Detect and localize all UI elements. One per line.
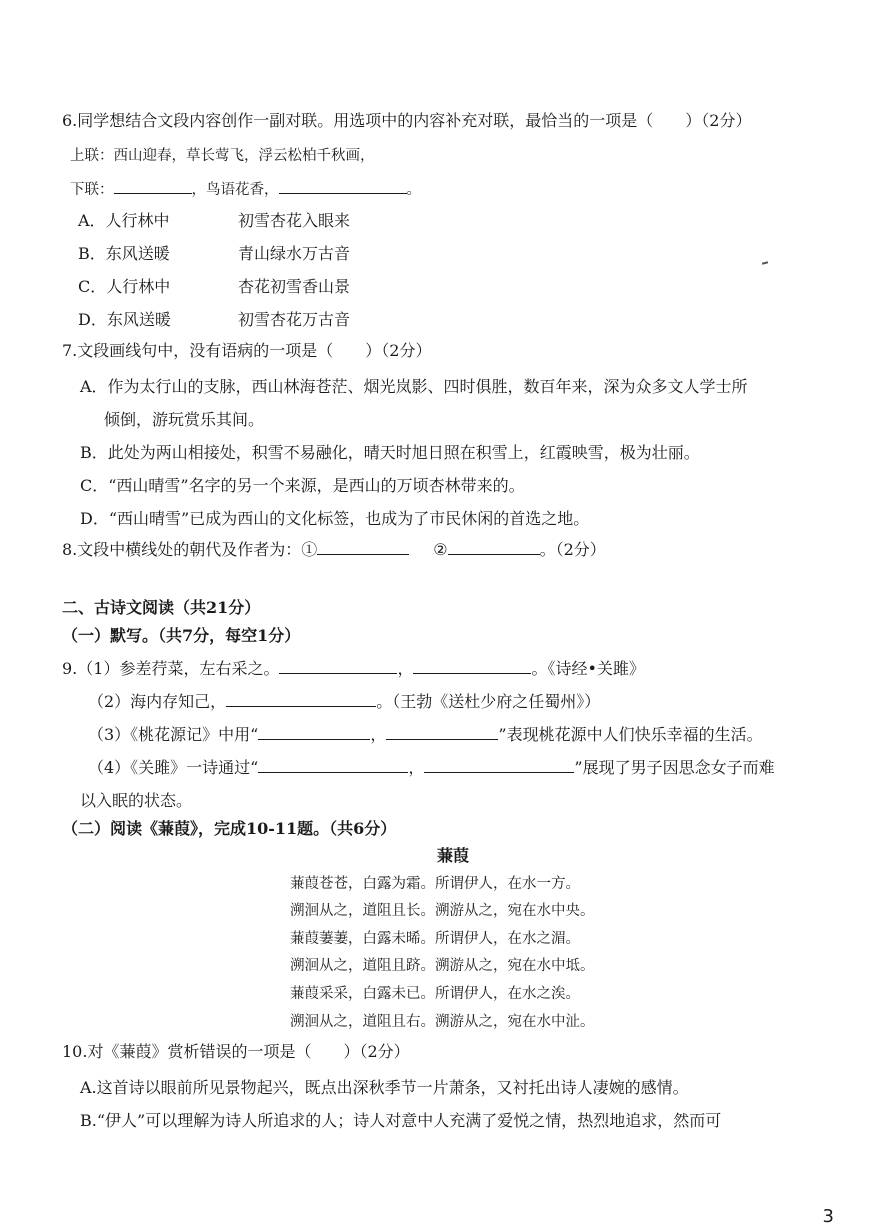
page-number: 3 <box>822 1206 834 1227</box>
q6-option-label: D．东风送暖 <box>78 310 171 329</box>
q6-option-text: 初雪杏花万古音 <box>238 310 351 329</box>
q8-score: 。（2分） <box>539 540 606 559</box>
q7-option-c: C．“西山晴雪”名字的另一个来源，是西山的万顷杏林带来的。 <box>80 476 525 495</box>
section-2-title: 二、古诗文阅读（共21分） <box>62 598 261 617</box>
q9-part-2 <box>88 691 600 713</box>
q10-option-b: B.“伊人”可以理解为诗人所追求的人；诗人对意中人充满了爱悦之情，热烈地追求，然而可 <box>80 1111 722 1130</box>
q9-p4-end: ”展现了男子因思念女子而难 <box>574 758 775 777</box>
poem-title: 蒹葭 <box>437 846 470 865</box>
q6-lower-couplet <box>70 178 421 201</box>
q6-option-a <box>78 210 351 232</box>
q8-mark-2: ② <box>433 540 448 559</box>
q9-p4-blank-1[interactable] <box>258 757 408 773</box>
q9-p2-blank[interactable] <box>226 691 376 707</box>
q10-stem: 10.对《蒹葭》赏析错误的一项是（ ）（2分） <box>62 1042 410 1061</box>
q10-option-a: A.这首诗以眼前所见景物起兴，既点出深秋季节一片萧条，又衬托出诗人凄婉的感情。 <box>80 1078 689 1097</box>
q9-part-1 <box>62 658 645 680</box>
q9-p3-blank-2[interactable] <box>386 724 498 740</box>
q6-lower-end: 。 <box>406 182 421 198</box>
q9-p3-prefix: （3）《桃花源记》中用“ <box>88 725 259 744</box>
q8-blank-2[interactable] <box>448 539 540 555</box>
q9-p1-comma: ， <box>397 659 414 678</box>
q8-line <box>62 539 606 561</box>
q6-option-label: B．东风送暖 <box>78 244 170 263</box>
poem-line-1: 蒹葭苍苍，白露为霜。所谓伊人，在水一方。 <box>290 876 580 892</box>
q6-option-c <box>78 276 351 298</box>
q6-option-d <box>78 309 351 331</box>
q7-option-a-line2: 倾倒，游玩赏乐其间。 <box>104 410 265 429</box>
q6-option-label: C．人行林中 <box>78 277 171 296</box>
poem-line-6: 溯洄从之，道阻且右。溯游从之，宛在水中沚。 <box>290 1014 595 1030</box>
q9-p2-end: 。（王勃《送杜少府之任蜀州》） <box>376 692 601 711</box>
q9-p4-blank-2[interactable] <box>424 757 574 773</box>
q6-option-label: A．人行林中 <box>78 211 170 230</box>
q9-p1-blank-2[interactable] <box>413 658 531 674</box>
q8-stem: 8.文段中横线处的朝代及作者为：① <box>62 540 318 559</box>
section-2-sub-2: （二）阅读《蒹葭》，完成10-11题。（共6分） <box>62 819 397 838</box>
q9-p3-comma: ， <box>370 725 387 744</box>
q6-stem: 6.同学想结合文段内容创作一副对联。用选项中的内容补充对联，最恰当的一项是（ ）（2分） <box>62 111 752 130</box>
q9-part-3 <box>88 724 763 746</box>
scan-speck <box>762 261 768 264</box>
q6-blank-2[interactable] <box>279 178 407 194</box>
q6-lower-mid: ，鸟语花香， <box>191 182 279 198</box>
q7-stem: 7.文段画线句中，没有语病的一项是（ ）（2分） <box>62 341 432 360</box>
poem-line-3: 蒹葭萋萋，白露未晞。所谓伊人，在水之湄。 <box>290 931 580 947</box>
q9-p4-prefix: （4）《关雎》一诗通过“ <box>88 758 259 777</box>
q6-blank-1[interactable] <box>114 178 192 194</box>
q9-p4-comma: ， <box>408 758 425 777</box>
q9-part-4-cont: 以入眠的状态。 <box>80 791 193 810</box>
q9-p3-blank-1[interactable] <box>258 724 370 740</box>
q7-option-a-line1: A．作为太行山的支脉，西山林海苍茫、烟光岚影、四时俱胜，数百年来，深为众多文人学士所 <box>80 377 748 396</box>
q8-blank-1[interactable] <box>317 539 409 555</box>
poem-line-5: 蒹葭采采，白露未已。所谓伊人，在水之涘。 <box>290 986 580 1002</box>
q9-p2-prefix: （2）海内存知己， <box>88 692 227 711</box>
q6-option-text: 初雪杏花入眼来 <box>238 211 351 230</box>
q6-lower-prefix: 下联： <box>70 182 114 198</box>
section-2-sub-1: （一）默写。（共7分，每空1分） <box>62 626 301 645</box>
poem-line-2: 溯洄从之，道阻且长。溯游从之，宛在水中央。 <box>290 903 595 919</box>
q6-option-text: 青山绿水万古音 <box>238 244 351 263</box>
q9-p3-end: ”表现桃花源中人们快乐幸福的生活。 <box>498 725 763 744</box>
q6-option-b <box>78 243 351 265</box>
q9-p1-blank-1[interactable] <box>279 658 397 674</box>
q7-option-d: D．“西山晴雪”已成为西山的文化标签，也成为了市民休闲的首选之地。 <box>80 509 590 528</box>
q9-part-4 <box>88 757 775 779</box>
q6-option-text: 杏花初雪香山景 <box>238 277 351 296</box>
q6-upper-couplet: 上联：西山迎春，草长莺飞，浮云松柏千秋画， <box>70 148 375 164</box>
q9-p1-end: 。《诗经•关雎》 <box>531 659 645 678</box>
q7-option-b: B．此处为两山相接处，积雪不易融化，晴天时旭日照在积雪上，红霞映雪，极为壮丽。 <box>80 443 700 462</box>
q9-p1-prefix: 9.（1）参差荇菜，左右采之。 <box>62 659 280 678</box>
poem-line-4: 溯洄从之，道阻且跻。溯游从之，宛在水中坻。 <box>290 958 595 974</box>
